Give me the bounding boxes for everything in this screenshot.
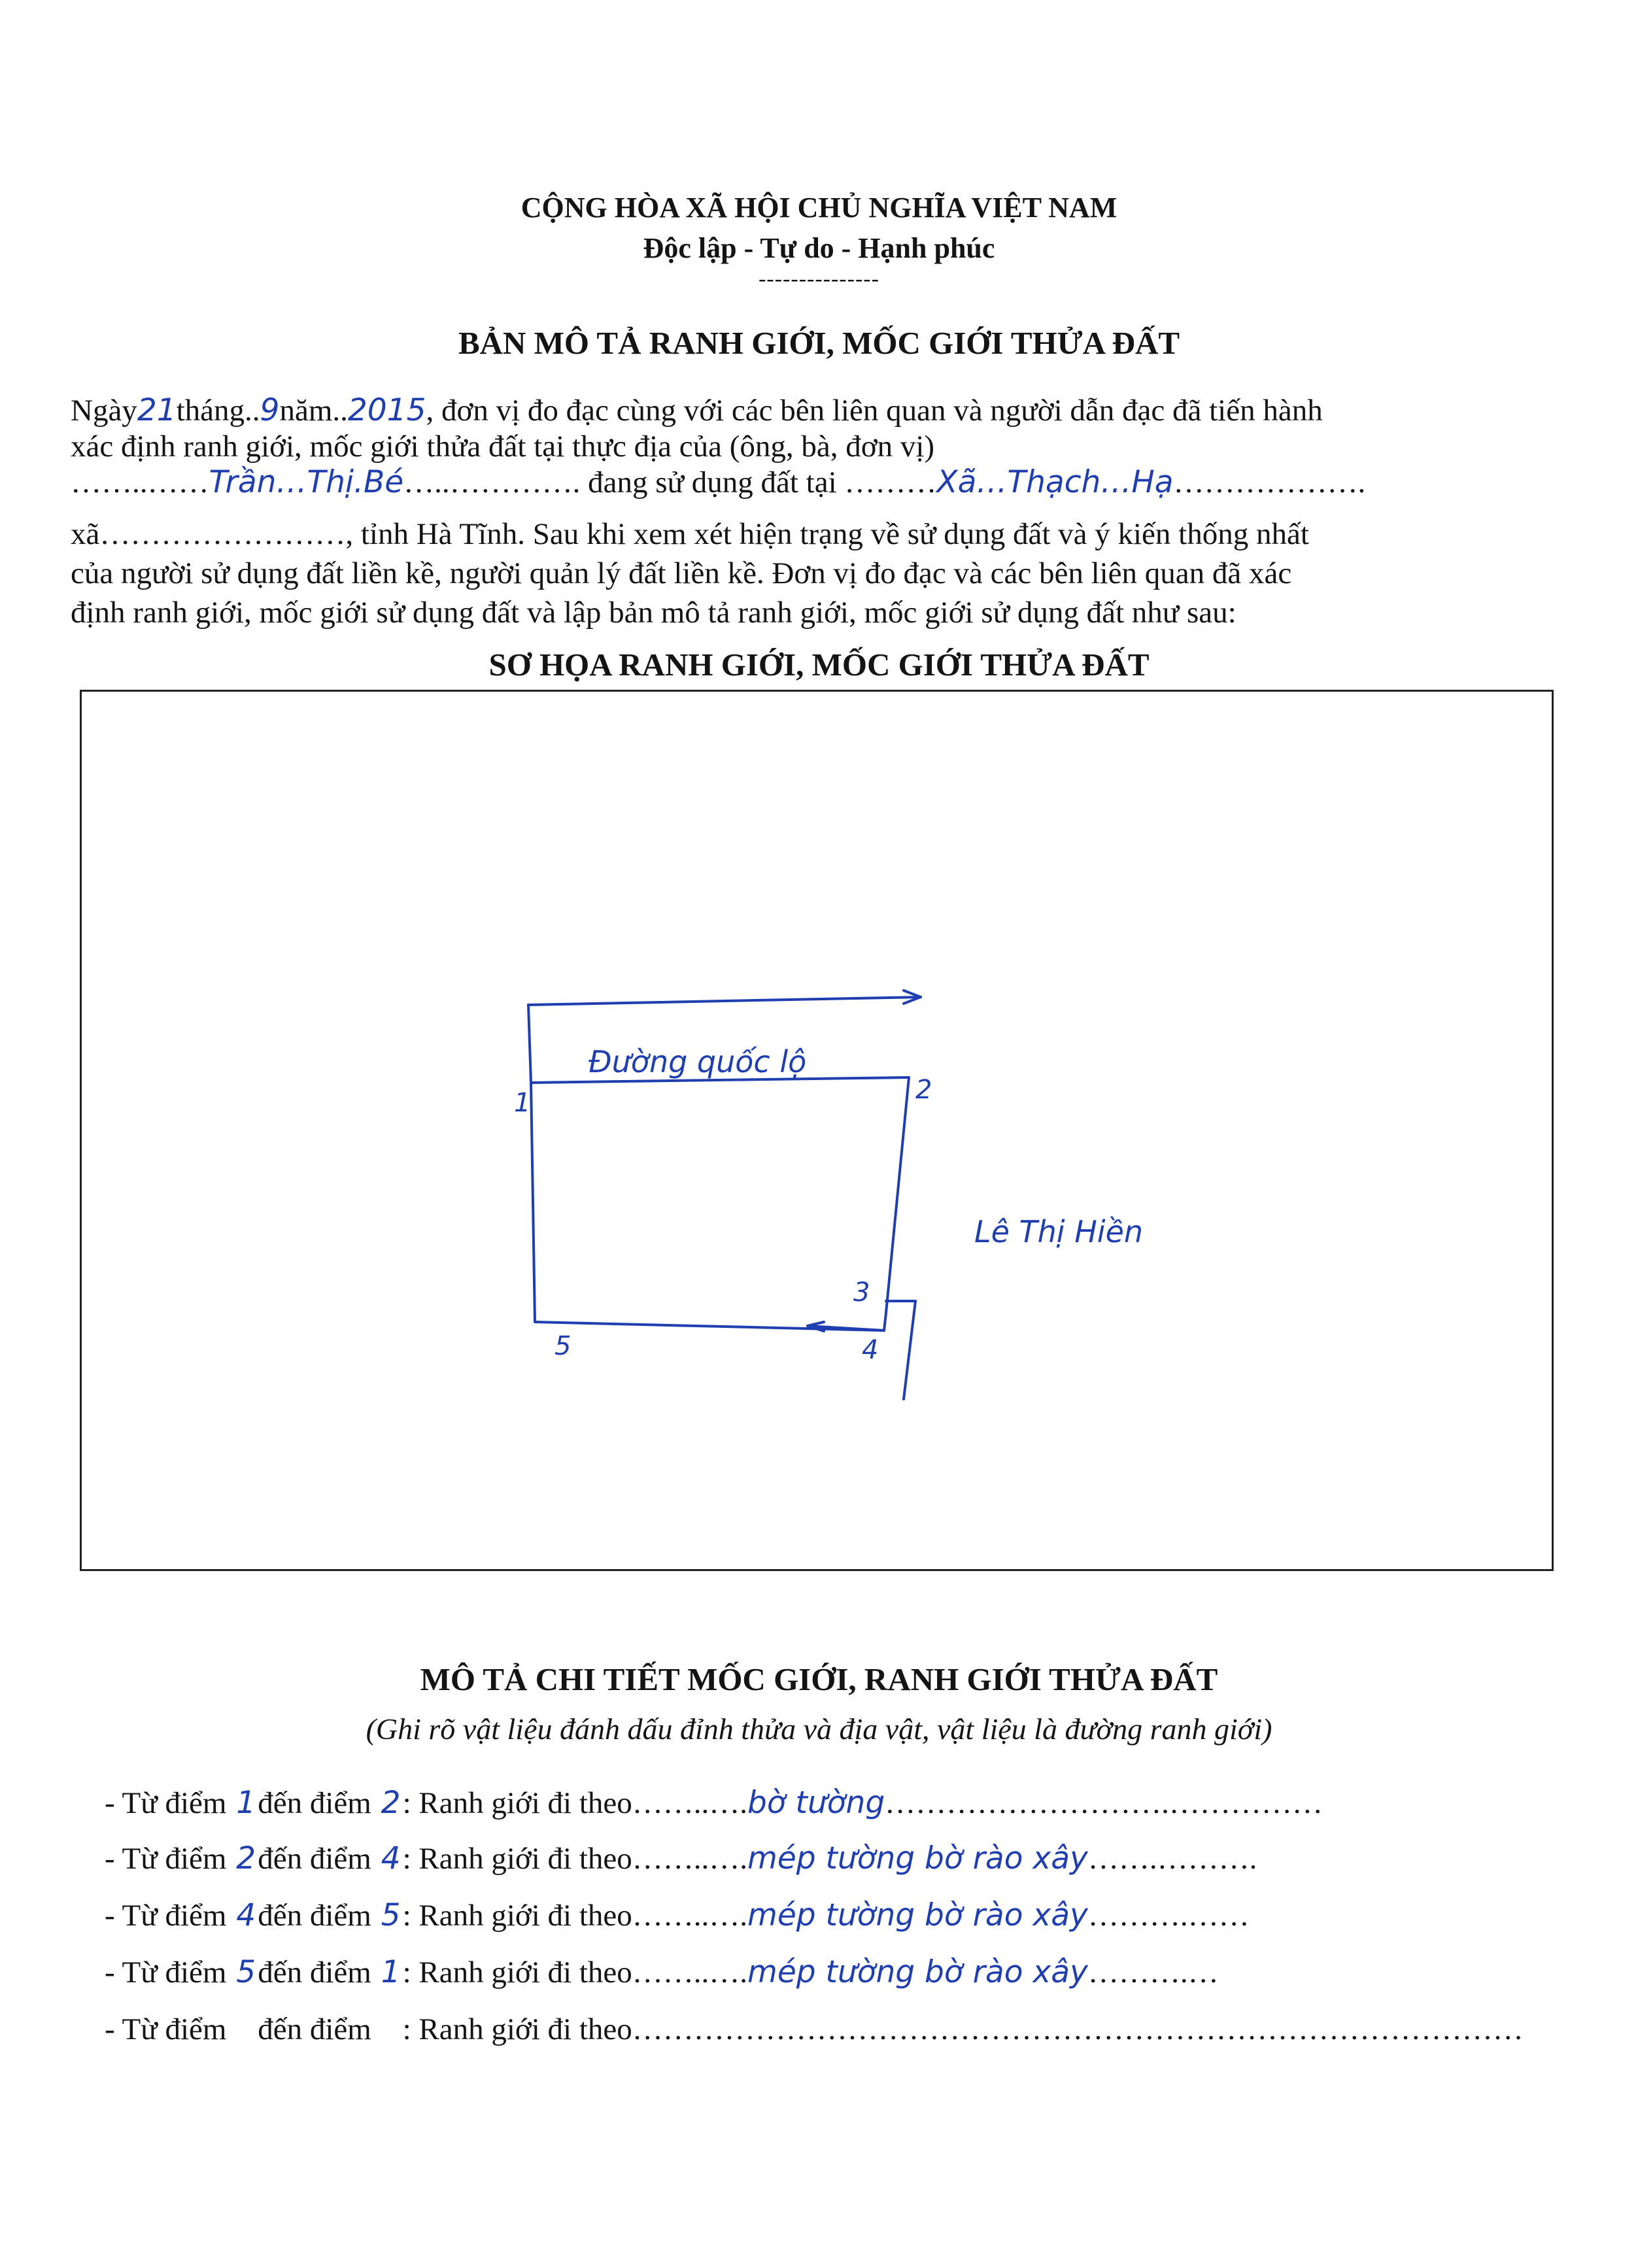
handwritten-boundary-material: bờ tường — [747, 1785, 885, 1821]
boundary-edge-5-1 — [531, 1083, 535, 1322]
corner-marker-vertical — [904, 1301, 915, 1399]
row-suffix: : Ranh giới đi theo — [402, 2012, 632, 2046]
boundary-row — [105, 1897, 1250, 1933]
intro-line-6: định ranh giới, mốc giới sử dụng đất và lập bản mô tả ranh giới, mốc giới sử dụng đất như sau: — [71, 596, 1237, 630]
intro-line-1-rest: , đơn vị đo đạc cùng với các bên liên quan và người dẫn đạc đã tiến hành — [426, 394, 1323, 428]
handwritten-boundary-material: mép tường bờ rào xây — [747, 1897, 1088, 1933]
road-left-edge — [528, 1005, 531, 1083]
boundary-row — [105, 2011, 1524, 2047]
row-prefix: - Từ điểm — [105, 2012, 227, 2046]
row-dots-trail: …….………. — [1087, 1842, 1257, 1876]
handwritten-to-point: 5 — [381, 1897, 401, 1933]
handwritten-location: Xã…Thạch…Hạ — [936, 464, 1174, 500]
point-label-1: 1 — [514, 1088, 531, 1118]
row-mid-label: đến điểm — [258, 1842, 371, 1876]
row-dots-trail: ……….… — [1087, 1955, 1219, 1989]
handwritten-boundary-material: mép tường bờ rào xây — [747, 1840, 1088, 1876]
header-separator: --------------- — [759, 267, 879, 291]
document-title: BẢN MÔ TẢ RANH GIỚI, MỐC GIỚI THỬA ĐẤT — [458, 325, 1180, 361]
row-mid-label: đến điểm — [258, 1786, 371, 1820]
row-dots-lead: …………………………………………………………………………… — [632, 2012, 1524, 2046]
handwritten-boundary-material: mép tường bờ rào xây — [747, 1954, 1088, 1990]
road-edge-line — [528, 997, 921, 1005]
intro-line-5: của người sử dụng đất liền kề, người quản lý đất liền kề. Đơn vị đo đạc và các bên liên quan đã xác — [71, 556, 1292, 590]
point-label-5: 5 — [555, 1331, 572, 1361]
details-note: (Ghi rõ vật liệu đánh dấu đỉnh thửa và địa vật, vật liệu là đường ranh giới) — [366, 1712, 1272, 1746]
intro-line-3-lead: ……..…… — [71, 465, 209, 499]
handwritten-from-point: 2 — [236, 1840, 256, 1876]
row-prefix: - Từ điểm — [105, 1786, 227, 1820]
boundary-row — [105, 1840, 1257, 1876]
road-label: Đường quốc lộ — [589, 1044, 807, 1079]
intro-line-3-mid: …..…………. đang sử dụng đất tại ……… — [403, 465, 937, 499]
point-label-3: 3 — [853, 1278, 870, 1308]
row-prefix: - Từ điểm — [105, 1899, 227, 1933]
handwritten-day: 21 — [137, 392, 177, 428]
handwritten-to-point: 2 — [381, 1785, 401, 1821]
intro-line-2: xác định ranh giới, mốc giới thửa đất tại thực địa của (ông, bà, đơn vị) — [71, 430, 935, 464]
details-heading: MÔ TẢ CHI TIẾT MỐC GIỚI, RANH GIỚI THỬA ĐẤT — [420, 1661, 1218, 1697]
handwritten-from-point: 4 — [236, 1897, 256, 1933]
intro-line-3-trail: ………………. — [1173, 465, 1366, 499]
boundary-edge-2-3 — [886, 1077, 909, 1313]
intro-day-label: Ngày — [71, 394, 137, 428]
handwritten-from-point: 5 — [236, 1954, 256, 1990]
boundary-row — [105, 1785, 1323, 1821]
intro-line-4: xã……………………, tỉnh Hà Tĩnh. Sau khi xem xét hiện trạng về sử dụng đất và ý kiến thống nhất — [71, 517, 1309, 551]
point-label-4: 4 — [862, 1335, 879, 1365]
handwritten-to-point: 4 — [381, 1840, 401, 1876]
row-dots-trail: ……….…… — [1087, 1899, 1250, 1933]
row-prefix: - Từ điểm — [105, 1842, 227, 1876]
neighbor-label: Lê Thị Hiền — [974, 1214, 1144, 1249]
row-dots-lead: ……..…. — [632, 1955, 748, 1989]
handwritten-to-point: 1 — [381, 1954, 401, 1990]
intro-month-label: tháng.. — [176, 394, 260, 428]
point-label-2: 2 — [915, 1075, 932, 1105]
row-mid-label: đến điểm — [258, 2012, 371, 2046]
sketch-heading: SƠ HỌA RANH GIỚI, MỐC GIỚI THỬA ĐẤT — [488, 647, 1150, 683]
handwritten-from-point: 1 — [236, 1785, 256, 1821]
row-suffix: : Ranh giới đi theo — [402, 1899, 632, 1933]
row-mid-label: đến điểm — [258, 1955, 371, 1989]
boundary-row — [105, 1954, 1219, 1990]
row-prefix: - Từ điểm — [105, 1955, 227, 1989]
motto: Độc lập - Tự do - Hạnh phúc — [643, 232, 995, 264]
row-suffix: : Ranh giới đi theo — [402, 1786, 632, 1820]
row-dots-lead: ……..…. — [632, 1899, 748, 1933]
handwritten-month: 9 — [260, 392, 280, 428]
nation-title: CỘNG HÒA XÃ HỘI CHỦ NGHĨA VIỆT NAM — [520, 192, 1118, 224]
row-suffix: : Ranh giới đi theo — [402, 1955, 632, 1989]
handwritten-year: 2015 — [347, 392, 426, 428]
row-dots-trail: ……………………….…………… — [885, 1786, 1323, 1820]
handwritten-owner-name: Trần…Thị.Bé — [209, 464, 404, 500]
row-mid-label: đến điểm — [258, 1899, 371, 1933]
row-suffix: : Ranh giới đi theo — [402, 1842, 632, 1876]
boundary-edge-3-4 — [884, 1313, 886, 1330]
intro-year-label: năm.. — [279, 394, 348, 428]
row-dots-lead: ……..…. — [632, 1786, 748, 1820]
row-dots-lead: ……..…. — [632, 1842, 748, 1876]
